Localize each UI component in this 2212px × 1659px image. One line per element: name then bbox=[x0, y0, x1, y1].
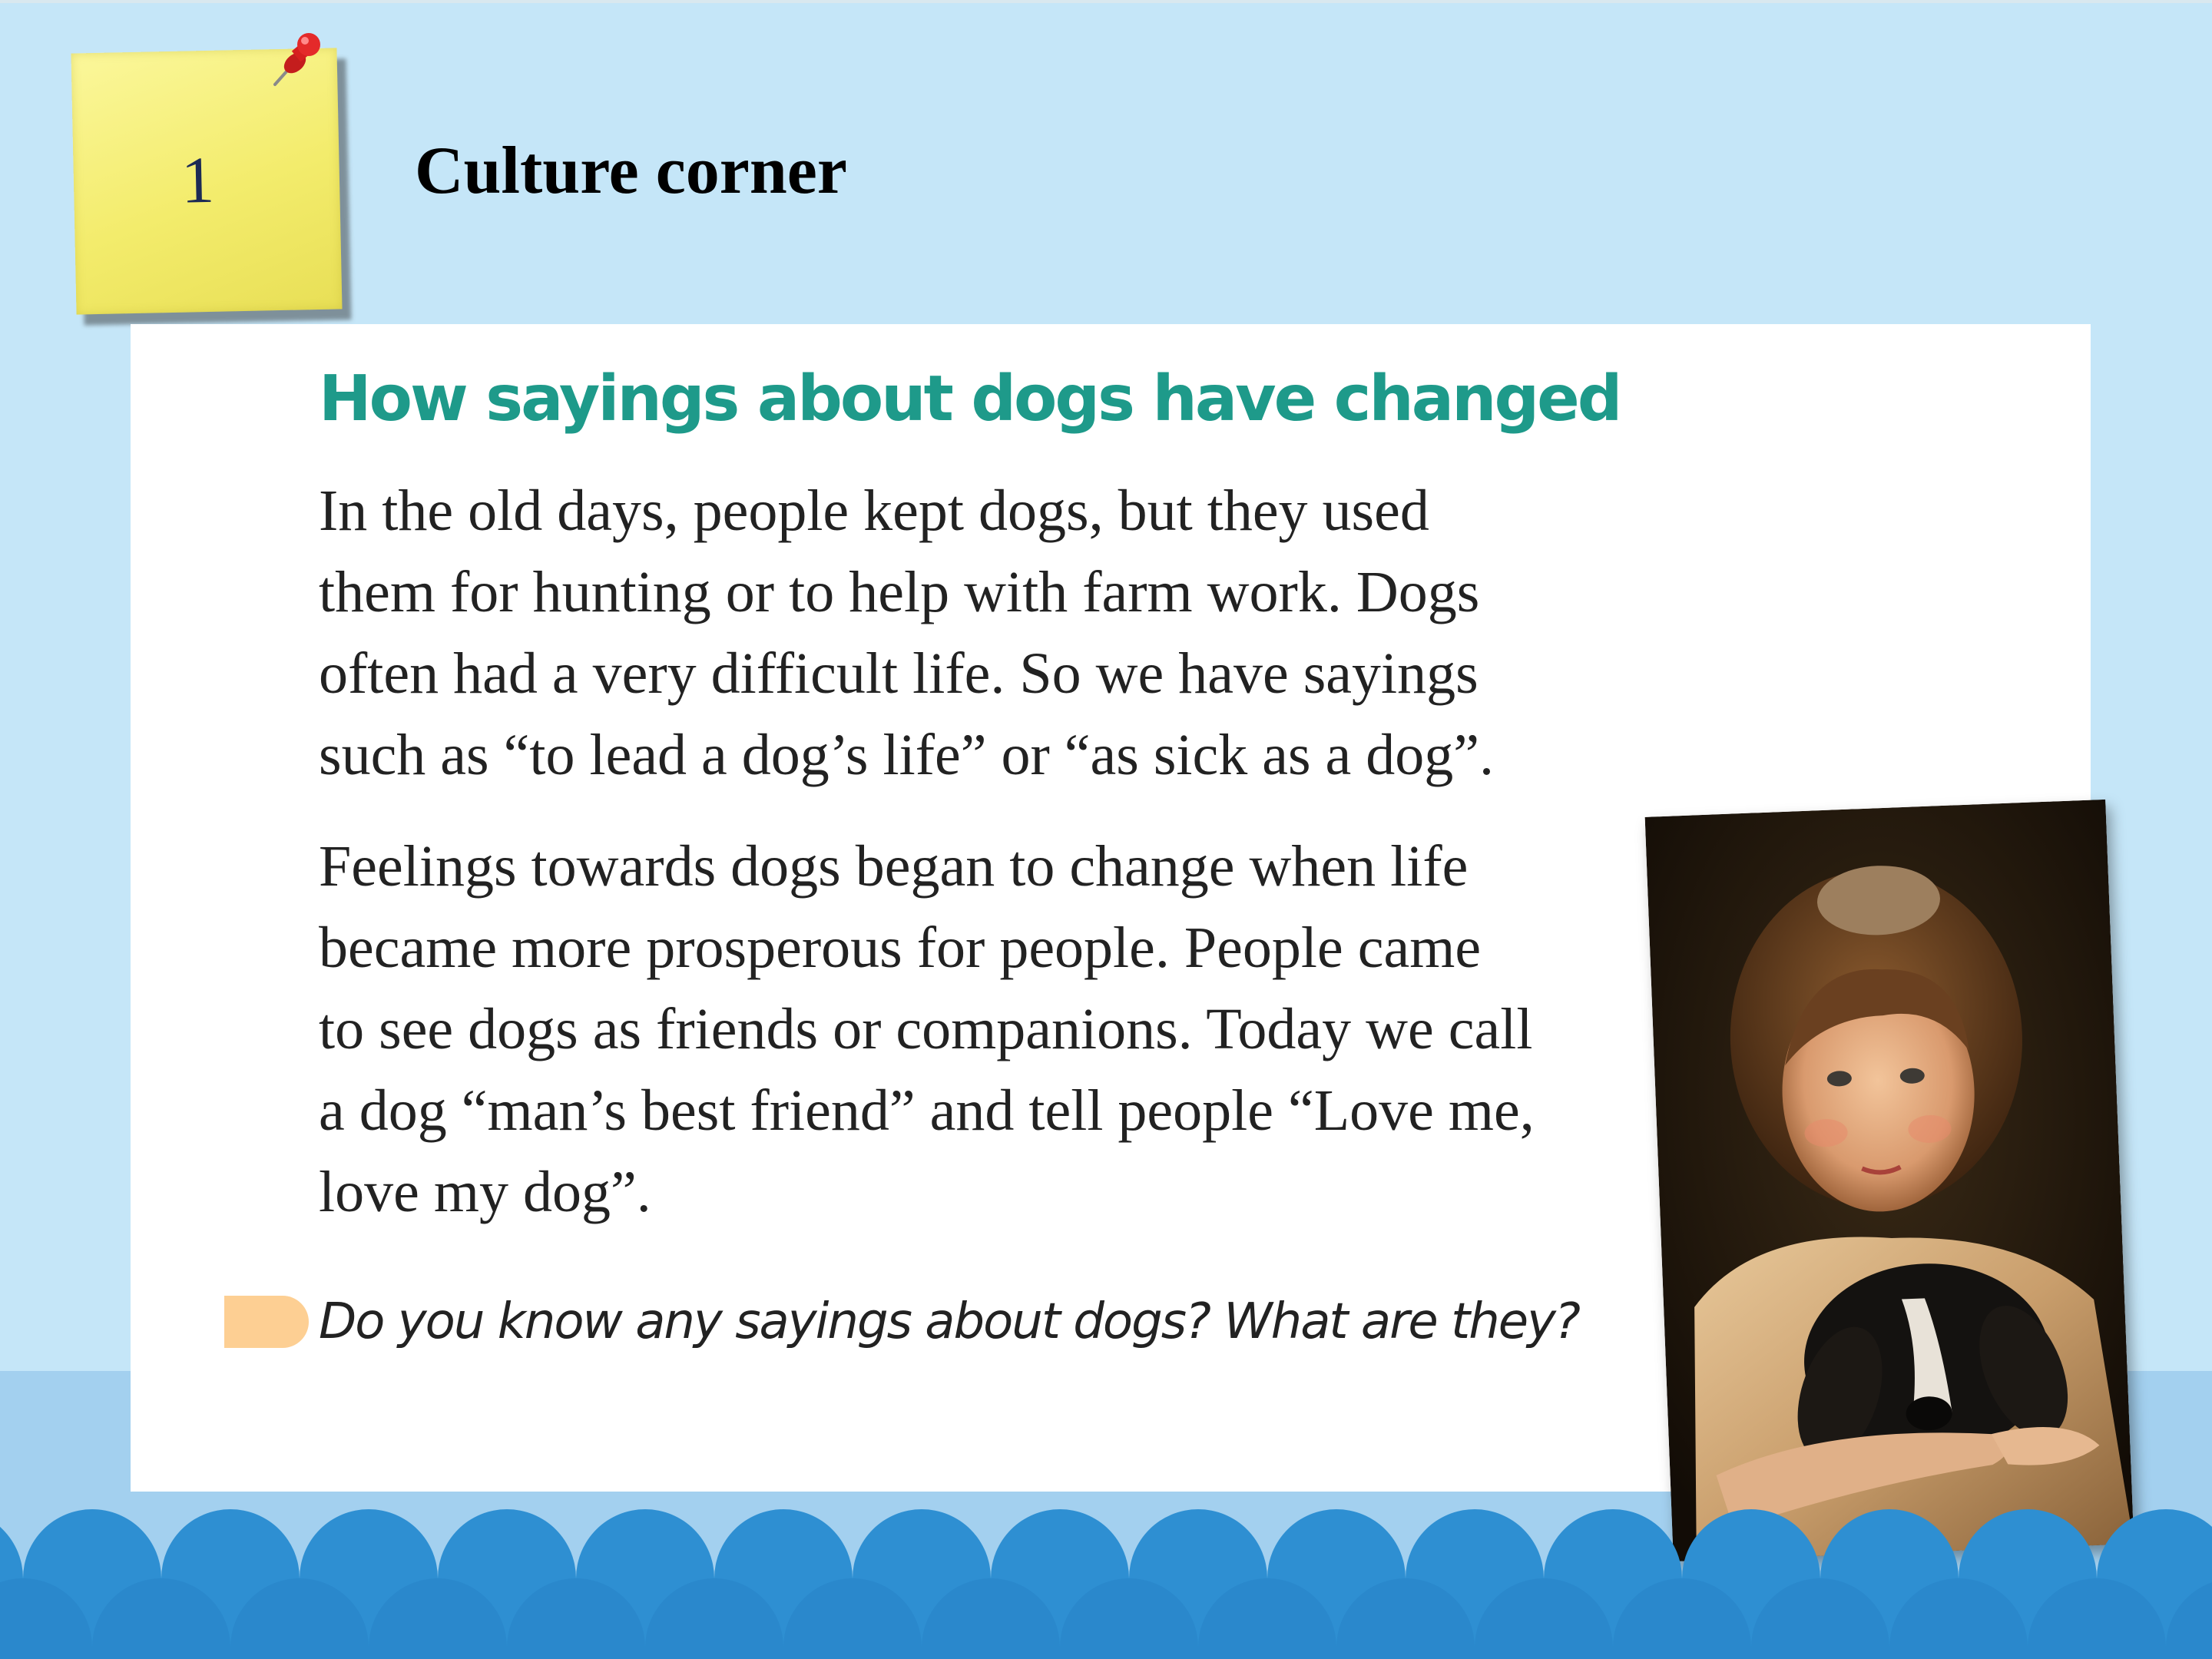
paragraph-line: such as “to lead a dog’s life” or “as sick as a dog”. bbox=[319, 723, 1495, 787]
question-marker bbox=[224, 1296, 309, 1348]
slide-number: 1 bbox=[180, 142, 215, 217]
article-heading: How sayings about dogs have changed bbox=[319, 363, 1621, 435]
decorative-wave-border bbox=[0, 1498, 2212, 1659]
paragraph-1 bbox=[319, 470, 1624, 796]
paragraph-line: became more prosperous for people. People came bbox=[319, 916, 1482, 980]
painting-girl-with-dog bbox=[1645, 800, 2134, 1561]
article-card bbox=[131, 324, 2091, 1492]
paragraph-line: Feelings towards dogs began to change when life bbox=[319, 834, 1469, 899]
sticky-note bbox=[71, 46, 347, 323]
paragraph-2 bbox=[319, 826, 1624, 1233]
paragraph-line: In the old days, people kept dogs, but they used bbox=[319, 478, 1429, 543]
pushpin-icon bbox=[269, 28, 330, 89]
paragraph-line: a dog “man’s best friend” and tell people “Love me, bbox=[319, 1078, 1535, 1143]
paragraph-line: to see dogs as friends or companions. Today we call bbox=[319, 997, 1533, 1061]
top-border bbox=[0, 0, 2212, 3]
page-title: Culture corner bbox=[415, 134, 847, 208]
paragraph-line: often had a very difficult life. So we have sayings bbox=[319, 641, 1479, 706]
paragraph-line: them for hunting or to help with farm work. Dogs bbox=[319, 560, 1480, 624]
paragraph-line: love my dog”. bbox=[319, 1160, 651, 1224]
discussion-question: Do you know any sayings about dogs? What are they? bbox=[319, 1293, 1579, 1350]
